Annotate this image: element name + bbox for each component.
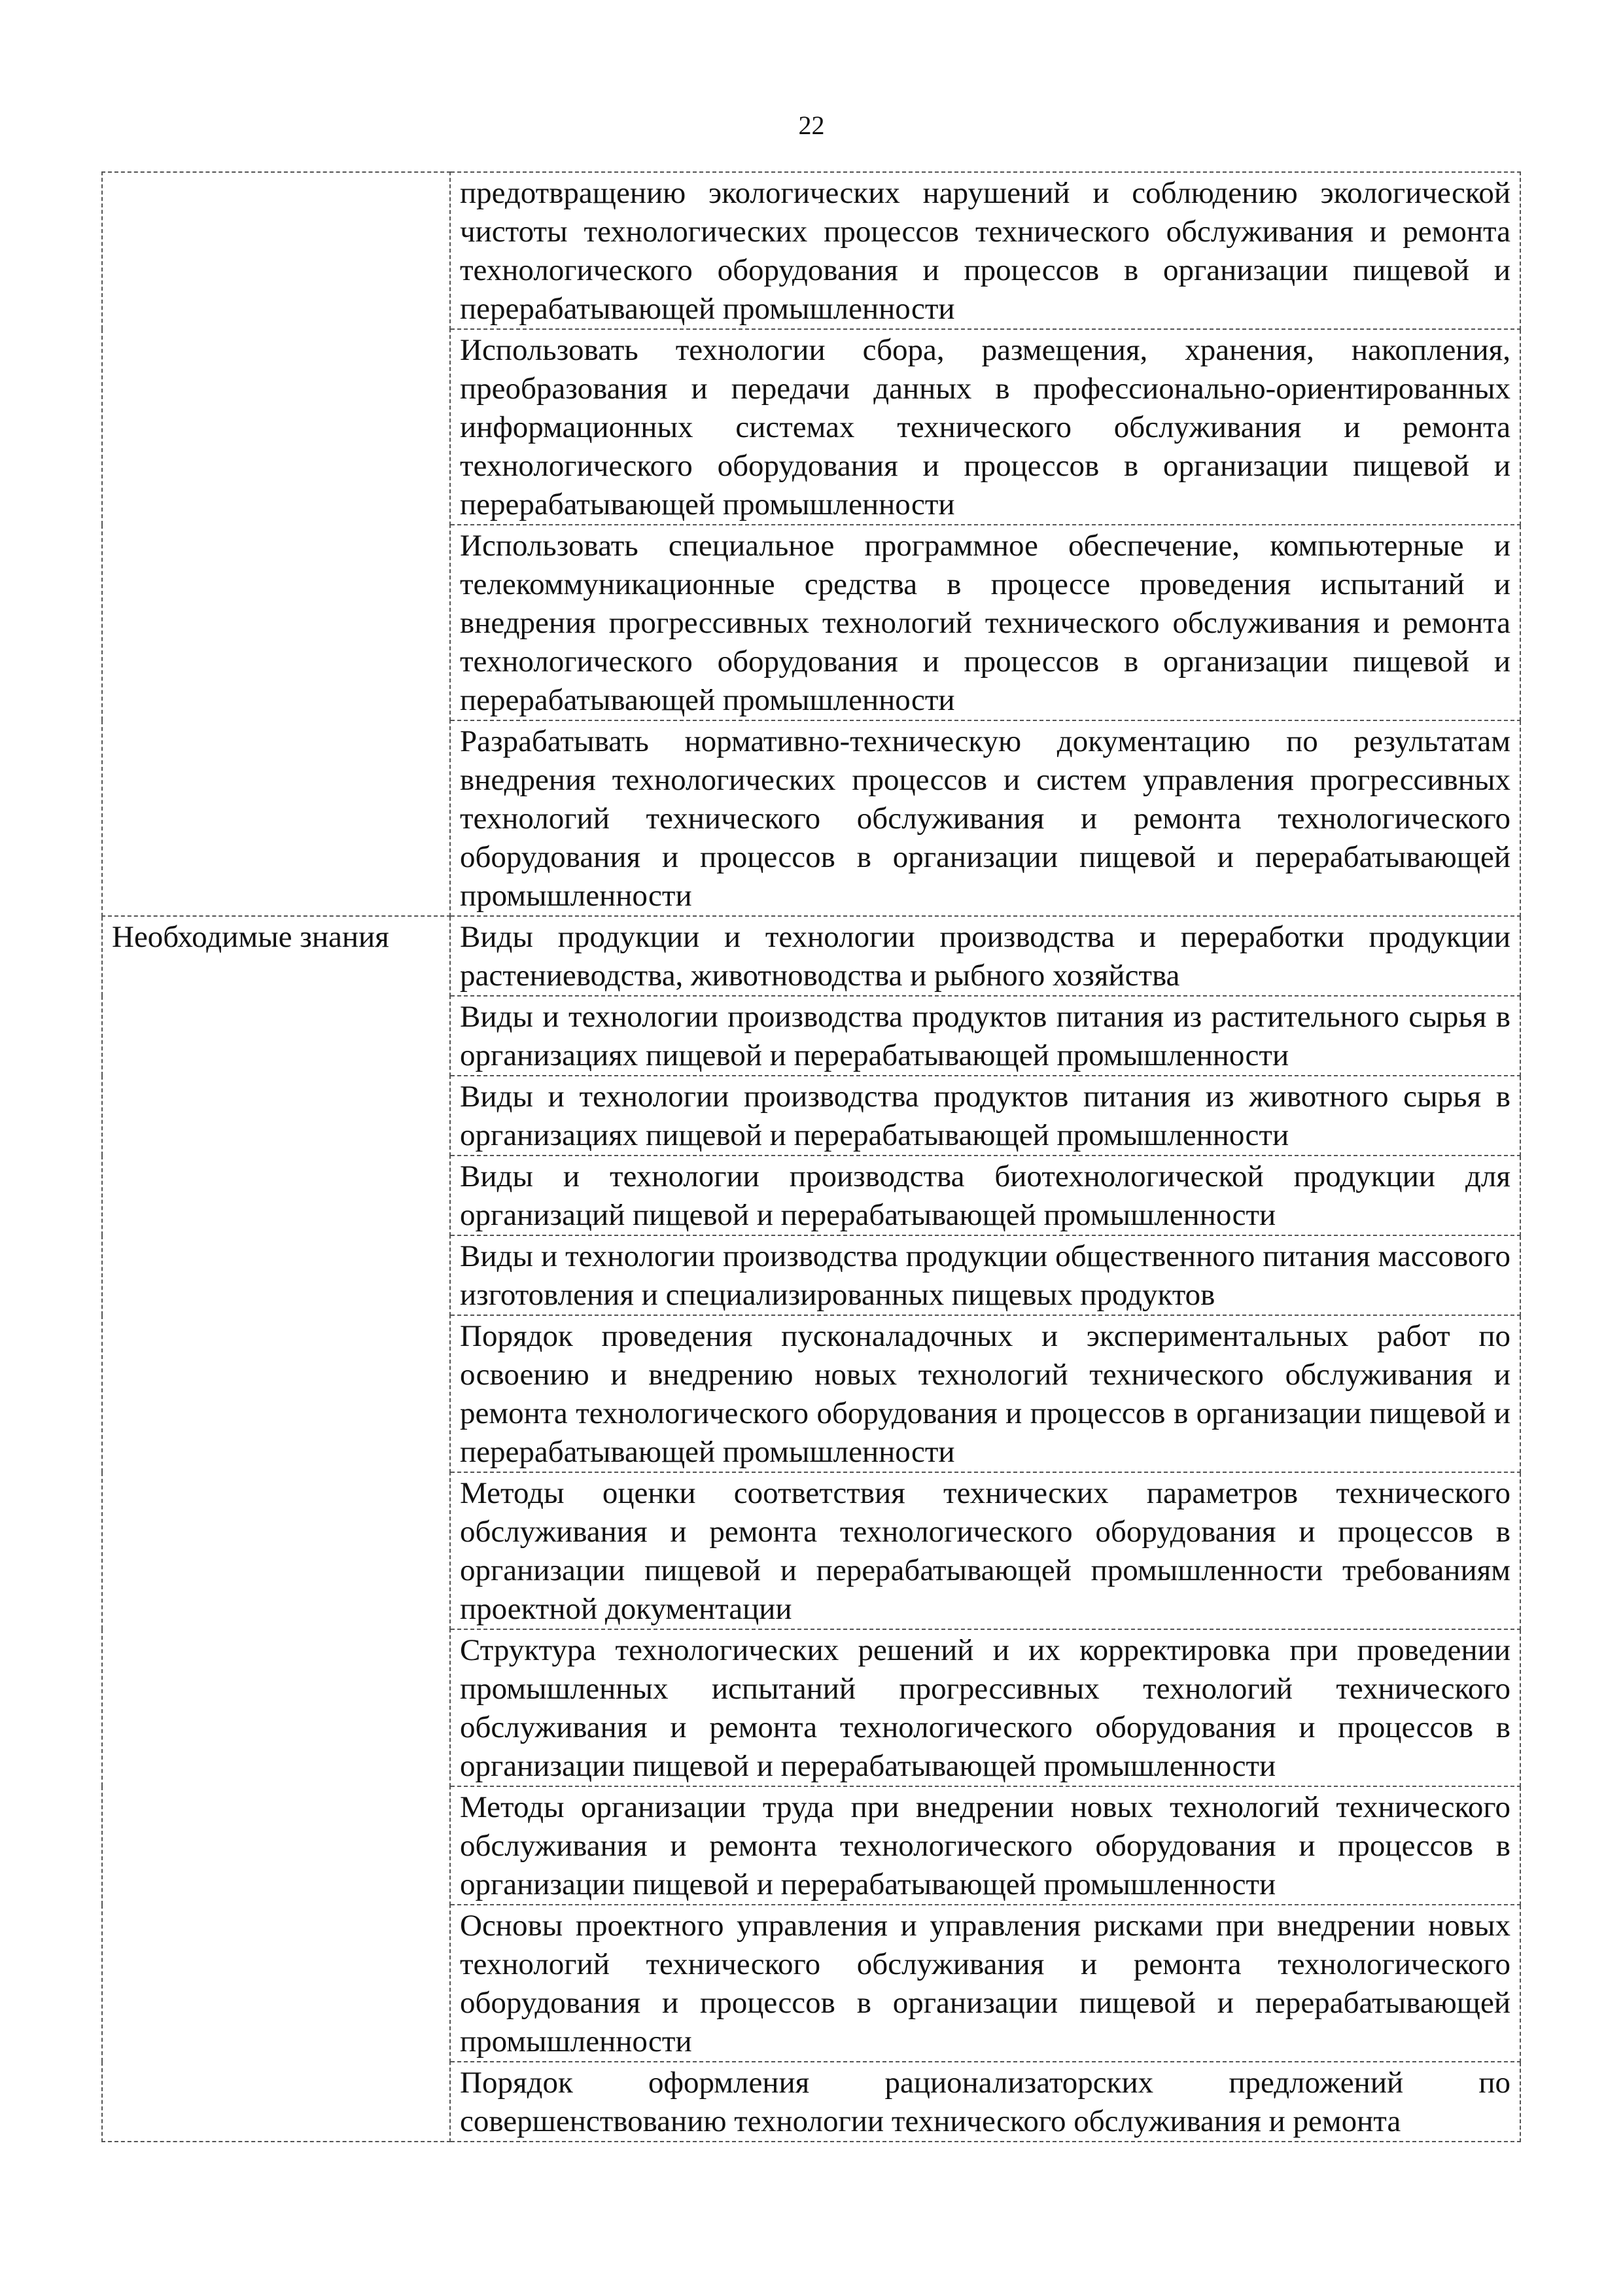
skills-label-cell	[102, 172, 450, 916]
knowledge-item: Основы проектного управления и управления рисками при внедрении новых технологий технического обслуживания и ремонта технологического оборудования и процессов в организации пищевой и перерабатывающей промышленности	[450, 1905, 1520, 2062]
knowledge-item: Виды и технологии производства продуктов питания из животного сырья в организациях пищевой и перерабатывающей промышленности	[450, 1076, 1520, 1156]
skill-item: предотвращению экологических нарушений и соблюдению экологической чистоты технологических процессов технического обслуживания и ремонта технологического оборудования и процессов в организации пищевой и перерабатывающей промышленности	[450, 172, 1520, 329]
knowledge-item: Методы организации труда при внедрении новых технологий технического обслуживания и ремонта технологического оборудования и процессов в организации пищевой и перерабатывающей промышленности	[450, 1786, 1520, 1905]
page-number: 22	[798, 111, 825, 140]
knowledge-item: Виды и технологии производства биотехнологической продукции для организаций пищевой и перерабатывающей промышленности	[450, 1156, 1520, 1235]
knowledge-item: Виды и технологии производства продуктов питания из растительного сырья в организациях пищевой и перерабатывающей промышленности	[450, 996, 1520, 1076]
table-row	[102, 916, 1520, 996]
knowledge-item: Порядок проведения пусконаладочных и экспериментальных работ по освоению и внедрению новых технологий технического обслуживания и ремонта технологического оборудования и процессов в организации пищевой и перерабатывающей промышленности	[450, 1315, 1520, 1472]
requirements-table	[101, 171, 1521, 2142]
table-row	[102, 172, 1520, 329]
skill-item: Использовать специальное программное обеспечение, компьютерные и телекоммуникационные средства в процессе проведения испытаний и внедрения прогрессивных технологий технического обслуживания и ремонта технологического оборудования и процессов в организации пищевой и перерабатывающей промышленности	[450, 525, 1520, 720]
knowledge-item: Виды продукции и технологии производства и переработки продукции растениеводства, животноводства и рыбного хозяйства	[450, 916, 1520, 996]
knowledge-item: Методы оценки соответствия технических параметров технического обслуживания и ремонта технологического оборудования и процессов в организации пищевой и перерабатывающей промышленности требованиям проектной документации	[450, 1472, 1520, 1629]
knowledge-item: Порядок оформления рационализаторских предложений по совершенствованию технологии технического обслуживания и ремонта	[450, 2062, 1520, 2142]
knowledge-label: Необходимые знания	[102, 916, 450, 2142]
knowledge-item: Структура технологических решений и их корректировка при проведении промышленных испытаний прогрессивных технологий технического обслуживания и ремонта технологического оборудования и процессов в организации пищевой и перерабатывающей промышленности	[450, 1629, 1520, 1786]
skill-item: Разрабатывать нормативно-техническую документацию по результатам внедрения технологических процессов и систем управления прогрессивных технологий технического обслуживания и ремонта технологического оборудования и процессов в организации пищевой и перерабатывающей промышленности	[450, 720, 1520, 916]
knowledge-item: Виды и технологии производства продукции общественного питания массового изготовления и специализированных пищевых продуктов	[450, 1235, 1520, 1315]
skill-item: Использовать технологии сбора, размещения, хранения, накопления, преобразования и передачи данных в профессионально-ориентированных информационных системах технического обслуживания и ремонта технологического оборудования и процессов в организации пищевой и перерабатывающей промышленности	[450, 329, 1520, 525]
